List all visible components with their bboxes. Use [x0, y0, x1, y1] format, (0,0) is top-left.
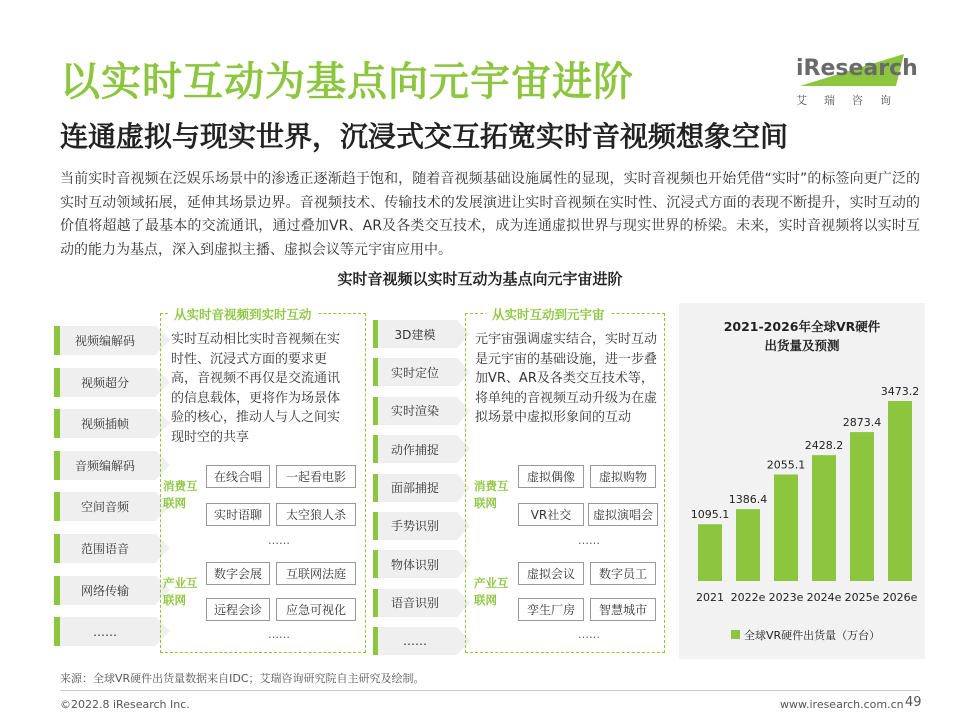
chip: 虚拟会议 [518, 562, 584, 585]
bar-chart-svg [679, 303, 925, 659]
bar-2024e [812, 455, 836, 581]
tech-list-middle [373, 320, 457, 666]
page-title: 以实时互动为基点向元宇宙进阶 [60, 59, 634, 105]
list-item: 视频超分 [54, 368, 156, 397]
list-item: 语音识别 [373, 589, 457, 617]
chip: 虚拟演唱会 [588, 503, 658, 526]
list-item: 3D建模 [373, 320, 457, 348]
bar-2021 [698, 524, 722, 581]
copyright: ©2022.8 iResearch Inc. [60, 698, 190, 711]
list-item: 范围语音 [54, 534, 156, 563]
chip: 应急可视化 [276, 598, 356, 621]
chip: 远程会诊 [206, 598, 270, 621]
source-note: 来源：全球VR硬件出货量数据来自IDC；艾瑞咨询研究院自主研究及绘制。 [60, 672, 425, 685]
data-label: 2055.1 [766, 458, 806, 472]
data-label: 3473.2 [880, 385, 920, 398]
list-item: …… [373, 627, 457, 655]
data-label: 2873.4 [842, 416, 882, 430]
chip: VR社交 [518, 503, 584, 526]
bar-2022e [736, 509, 760, 581]
chip: 实时语聊 [206, 503, 270, 526]
chip: 一起看电影 [276, 465, 356, 488]
x-tick-label: 2023e [768, 591, 804, 604]
page-subtitle: 连通虚拟与现实世界，沉浸式交互拓宽实时音视频想象空间 [60, 120, 789, 153]
list-item: 实时渲染 [373, 397, 457, 425]
industry-internet-tag-1: 产业互联网 [163, 576, 198, 607]
ellipsis: …… [578, 628, 600, 641]
list-item: 网络传输 [54, 576, 156, 605]
vr-shipment-chart [679, 303, 925, 659]
ellipsis: …… [578, 534, 600, 547]
logo-subtext: 艾瑞咨询 [796, 94, 908, 107]
chip: 在线合唱 [206, 465, 270, 488]
chip: 孪生厂房 [518, 598, 584, 621]
data-label: 1095.1 [690, 508, 730, 522]
diagram-title: 实时音视频以实时互动为基点向元宇宙进阶 [337, 270, 623, 288]
logo-brand: iResearch [796, 56, 918, 81]
legend-swatch [731, 630, 740, 639]
panel-1-head: 从实时音视频到实时互动 [168, 305, 318, 323]
iresearch-logo [792, 52, 922, 108]
chip: 数字会展 [206, 562, 270, 585]
bar-2026e [888, 401, 912, 581]
x-tick-label: 2021 [696, 591, 724, 604]
x-tick-label: 2025e [844, 591, 880, 604]
ellipsis: …… [268, 628, 290, 641]
consumer-internet-tag-2: 消费互联网 [474, 479, 509, 510]
list-item: …… [54, 617, 156, 646]
bar-2023e [774, 474, 798, 581]
chip: 太空狼人杀 [276, 503, 356, 526]
bar-2025e [850, 432, 874, 581]
list-item: 视频插帧 [54, 409, 156, 438]
page-number: 49 [905, 695, 922, 710]
industry-internet-tag-2: 产业互联网 [474, 576, 509, 607]
x-tick-label: 2026e [882, 591, 918, 604]
intro-paragraph: 当前实时音视频在泛娱乐场景中的渗透正逐渐趋于饱和，随着音视频基础设施属性的显现，实时音视频也开始凭借“实时”的标签向更广泛的实时互动领域拓展，延伸其场景边界。音视频技术、传输技术的发展演进让实时音视频在实时性、沉浸式方面的表现不断提升，实时互动的价值将超越了最基本的交流通讯，通过叠加VR、AR及各类交互技术，成为连通虚拟世界与现实世界的桥梁。未来，实时音视频将以实时互动的能力为基点，深入到虚拟主播、虚拟会议等元宇宙应用中。 [60, 171, 920, 258]
panel-1-text: 实时互动相比实时音视频在实时性、沉浸式方面的要求更高，音视频不再仅是交流通讯的信息载体，更将作为场景体验的核心，推动人与人之间实现时空的共享 [171, 332, 341, 445]
list-item: 空间音频 [54, 492, 156, 521]
chip: 数字员工 [590, 562, 656, 585]
list-item: 动作捕捉 [373, 435, 457, 463]
data-label: 1386.4 [728, 493, 768, 507]
chip: 互联网法庭 [276, 562, 356, 585]
list-item: 物体识别 [373, 550, 457, 578]
legend-label: 全球VR硬件出货量（万台） [744, 629, 881, 642]
list-item: 视频编解码 [54, 326, 156, 355]
data-label: 2428.2 [804, 439, 844, 453]
footer-divider [60, 690, 920, 691]
list-item: 音频编解码 [54, 451, 156, 480]
chip: 虚拟购物 [590, 465, 656, 488]
panel-2-head: 从实时互动到元宇宙 [486, 305, 611, 323]
consumer-internet-tag-1: 消费互联网 [163, 479, 198, 510]
tech-list-left [54, 326, 156, 659]
chart-title: 2021-2026年全球VR硬件出货量及预测 [723, 319, 881, 353]
ellipsis: …… [268, 534, 290, 547]
website: www.iresearch.com.cn [780, 698, 904, 711]
panel-2-text: 元宇宙强调虚实结合，实时互动是元宇宙的基础设施，进一步叠加VR、AR及各类交互技术等，将单纯的音视频互动升级为在虚拟场景中虚拟形象间的互动 [475, 332, 658, 425]
list-item: 实时定位 [373, 358, 457, 386]
chip: 虚拟偶像 [518, 465, 584, 488]
chip: 智慧城市 [590, 598, 656, 621]
list-item: 面部捕捉 [373, 474, 457, 502]
x-tick-label: 2024e [806, 591, 842, 604]
x-tick-label: 2022e [730, 591, 766, 604]
list-item: 手势识别 [373, 512, 457, 540]
